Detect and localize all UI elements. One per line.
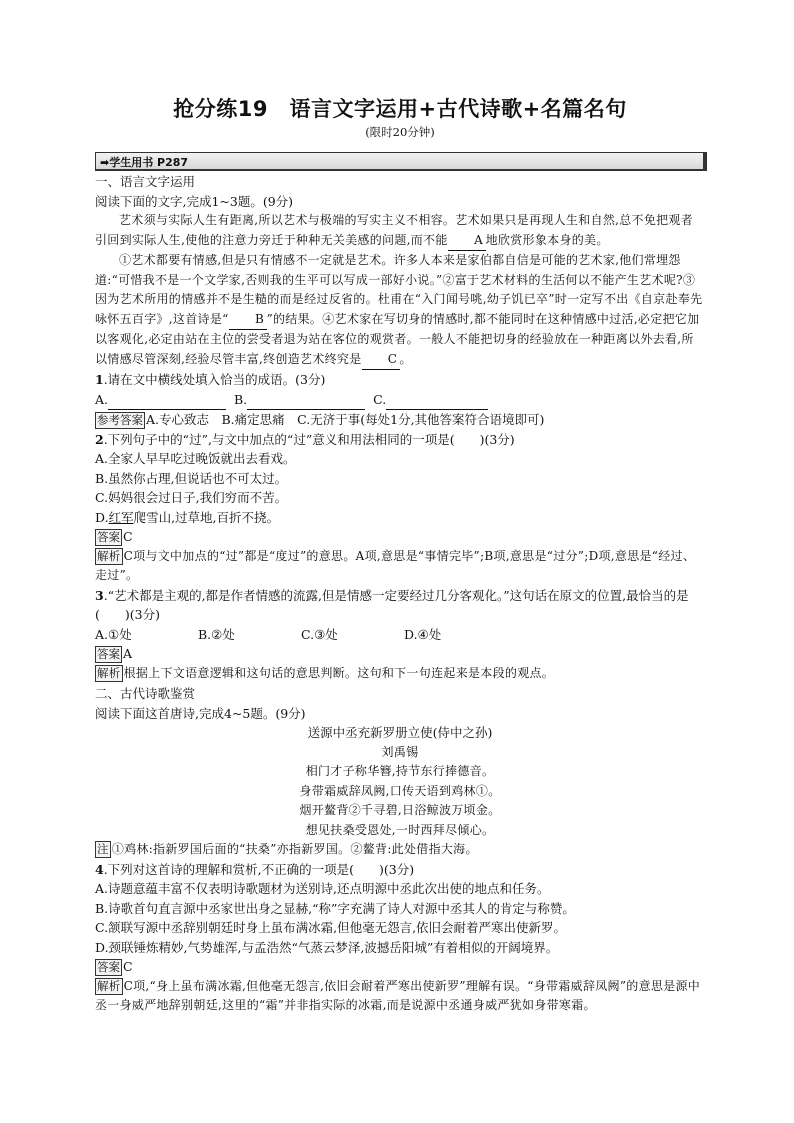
- passage-paragraph-1: 艺术须与实际人生有距离,所以艺术与极端的写实主义不相容。艺术如果只是再现人生和自然,总不免把观者引回到实际人生,使他的注意力旁迁于种种无关美感的问题,而不能 A 地欣赏形象本身的美。: [95, 211, 705, 251]
- question-2-answer: 答案 C: [97, 529, 133, 544]
- answer-line-c: [386, 390, 488, 411]
- answer-tag: 答案: [97, 647, 120, 661]
- question-3-option-a: A.①处: [95, 626, 132, 642]
- question-4-option-a: A.诗题意蕴丰富不仅表明诗歌题材为送别诗,还点明源中丞此次出使的地点和任务。: [95, 881, 550, 896]
- question-2-option-b: B.虽然你占理,但说话也不可太过。: [95, 470, 288, 486]
- poem-line: 烟开鳌背②千寻碧,日浴鲸波万顷金。: [299, 803, 501, 817]
- answer-line-a: [108, 390, 226, 411]
- answer-tag: 参考答案: [97, 413, 143, 427]
- poem-line: 相门才子称华簪,持节东行捧德音。: [305, 764, 495, 778]
- blank-c: C: [362, 350, 400, 371]
- blank-a: A: [448, 231, 486, 252]
- section-heading: 一、语言文字运用: [95, 174, 196, 189]
- poem-title: 送源中丞充新罗册立使(侍中之孙): [307, 725, 493, 740]
- question-1: 1.请在文中横线处填入恰当的成语。(3分): [95, 372, 326, 387]
- question-3-option-b: B.②处: [198, 626, 235, 642]
- question-4-option-d: D.颈联锤炼精妙,气势雄浑,与孟浩然“气蒸云梦泽,波撼岳阳城”有着相似的开阔境界。: [95, 939, 559, 955]
- poem-note: 注 ①鸡林:指新罗国后面的“扶桑”亦指新罗国。②鳌背:此处借指大海。: [97, 842, 478, 856]
- question-4-option-c: C.颔联写源中丞辞别朝廷时身上虽布满冰霜,但他毫无怨言,依旧会耐着严寒出使新罗。: [95, 920, 567, 935]
- poem-author: 刘禹锡: [381, 744, 419, 759]
- question-1-answer: 参考答案 A.专心致志 B.痛定思痛 C.无济于事(每处1分,其他答案符合语境即可): [97, 412, 545, 427]
- question-4-option-b: B.诗歌首句直言源中丞家世出身之显赫,“称”字充满了诗人对源中丞其人的肯定与称赞。: [95, 900, 575, 916]
- page-title: 抢分练19 语言文字运用+古代诗歌+名篇名句: [173, 97, 627, 121]
- section-intro: 阅读下面的文字,完成1~3题。(9分): [95, 193, 294, 209]
- blank-b: B: [229, 310, 267, 331]
- section-heading: 二、古代诗歌鉴赏: [95, 686, 196, 701]
- answer-tag: 答案: [97, 960, 120, 974]
- answer-tag: 答案: [97, 530, 120, 544]
- time-limit: (限时20分钟): [365, 125, 435, 139]
- question-3-analysis: 解析 根据上下文语意逻辑和这句话的意思判断。这句和下一句连起来是本段的观点。: [97, 665, 555, 680]
- question-2-option-c: C.妈妈很会过日子,我们穷而不苦。: [95, 490, 288, 505]
- question-3: 3.“艺术都是主观的,都是作者情感的流露,但是情感一定要经过几分客观化。”这句话在原文的位置,最恰当的是( )(3分): [95, 587, 689, 622]
- note-tag: 注: [97, 842, 109, 856]
- passage-paragraph-2: ①艺术都要有情感,但是只有情感不一定就是艺术。许多人本来是家伯都自信是可能的艺术家,他们常埋怨道:“可惜我不是一个文学家,否则我的生平可以写成一部好小说。”②富于艺术材料的生活何以不能产生艺术呢?③因为艺术所用的情感并不是生糙的而是经过反省的。杜甫在“入门闻号咷,幼子饥已卒”时一定写不出《自京赴奉先咏怀五百字》,这首诗是“ B ”的结果。④艺术家在写切身的情感时,都不能同时在这种情感中过活,必定把它加以客观化,必定由站在主位的尝受者退为站在客位的观赏者。一般人不能把切身的经验放在一种距离以外去看,所以情感尽管深刻,经验尽管丰富,终创造艺术终究是 C 。: [95, 251, 705, 370]
- question-2: 2.下列句子中的“过”,与文中加点的“过”意义和用法相同的一项是( )(3分): [95, 431, 515, 447]
- question-3-options: [95, 625, 705, 645]
- question-4: 4.下列对这首诗的理解和赏析,不正确的一项是( )(3分): [95, 861, 415, 877]
- question-2-option-a: A.全家人早早吃过晚饭就出去看戏。: [95, 451, 296, 466]
- question-4-analysis: 解析 C项,“身上虽布满冰霜,但他毫无怨言,依旧会耐着严寒出使新罗”理解有误。“身带霜威辞凤阙”的意思是源中丞一身威严地辞别朝廷,这里的“霜”并非指实际的冰霜,而是说源中丞通身威严犹如身带寒霜。: [95, 978, 701, 1012]
- poem-line: 身带霜威辞凤阙,口传天语到鸡林①。: [299, 783, 501, 798]
- question-3-option-d: D.④处: [404, 626, 442, 642]
- section-poetry: [95, 684, 705, 1016]
- poem-line: 想见扶桑受恩处,一时西拜尽倾心。: [305, 822, 495, 837]
- section-intro: 阅读下面这首唐诗,完成4~5题。(9分): [95, 705, 306, 721]
- document-page: [95, 94, 705, 1016]
- question-2-analysis: 解析 C项与文中加点的“过”都是“度过”的意思。A项,意思是“事情完毕”;B项,意思是“过分”;D项,意思是“经过、走过”。: [95, 548, 696, 582]
- book-reference-bar: ➡学生用书 P287: [95, 152, 707, 171]
- question-3-option-c: C.③处: [301, 626, 338, 642]
- question-3-answer: 答案 A: [97, 646, 133, 661]
- question-1-blanks: A. B. C.: [95, 390, 705, 411]
- analysis-tag: 解析: [97, 548, 121, 563]
- analysis-tag: 解析: [97, 665, 121, 680]
- analysis-tag: 解析: [97, 978, 121, 993]
- question-4-answer: 答案 C: [97, 959, 133, 974]
- question-2-option-d: D.红军爬雪山,过草地,百折不挠。: [95, 509, 280, 525]
- section-language-usage: [95, 172, 705, 683]
- answer-line-b: [247, 390, 365, 411]
